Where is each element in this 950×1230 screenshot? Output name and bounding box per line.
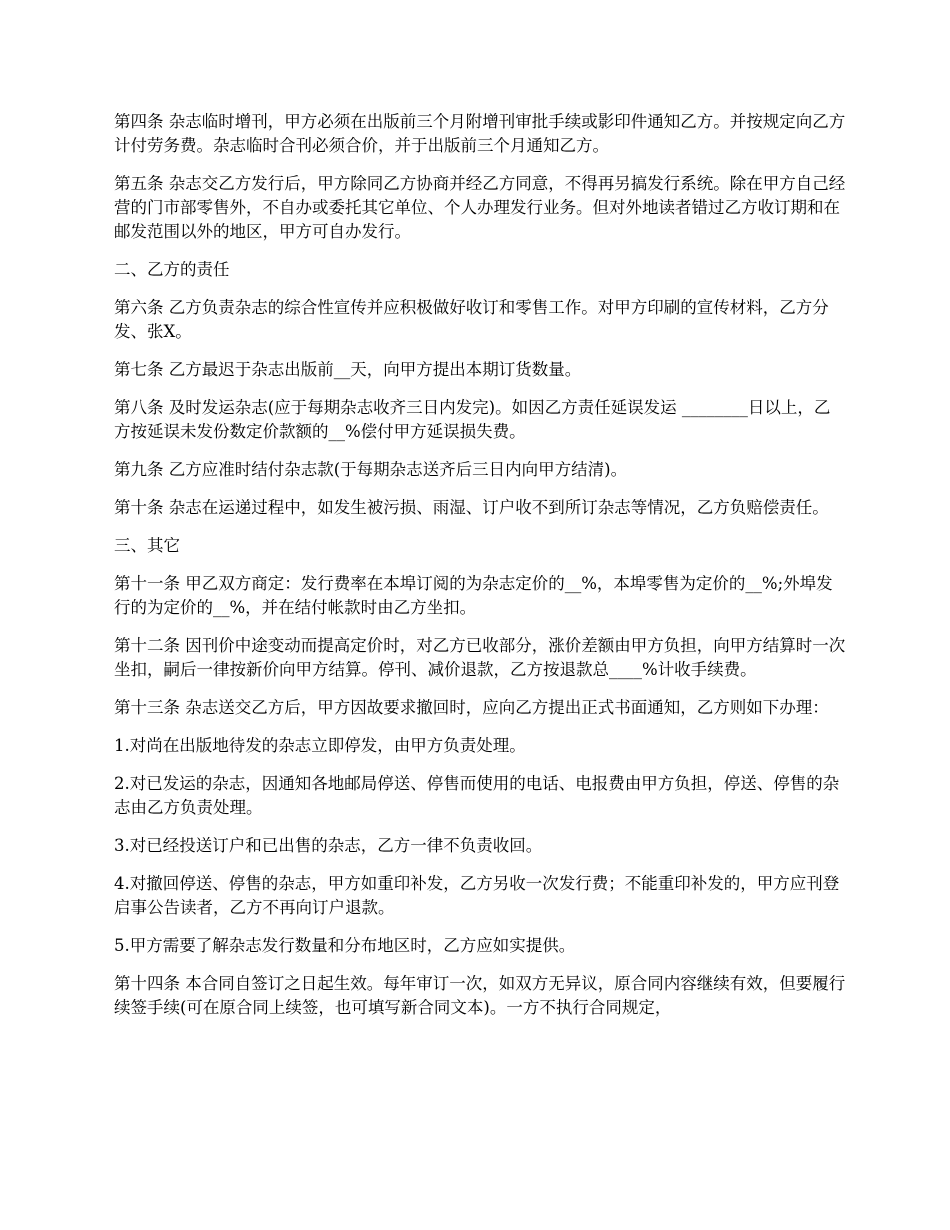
document-body xyxy=(114,110,846,1034)
paragraph-article-8: 第八条 及时发运杂志(应于每期杂志收齐三日内发完)。如因乙方责任延误发运 ________日以上，乙方按延误未发份数定价款额的__%偿付甲方延误损失费。 xyxy=(114,398,831,441)
paragraph-article-11: 第十一条 甲乙双方商定：发行费率在本埠订阅的为杂志定价的__%，本埠零售为定价的__%;外埠发行的为定价的__%，并在结付帐款时由乙方坐扣。 xyxy=(114,574,833,617)
list-item-4: 4.对撤回停送、停售的杂志，甲方如重印补发，乙方另收一次发行费；不能重印补发的，甲方应刊登启事公告读者，乙方不再向订户退款。 xyxy=(114,874,840,917)
list-item-1: 1.对尚在出版地待发的杂志立即停发，由甲方负责处理。 xyxy=(114,736,526,755)
paragraph-article-7: 第七条 乙方最迟于杂志出版前__天，向甲方提出本期订货数量。 xyxy=(114,360,582,379)
paragraph-article-9: 第九条 乙方应准时结付杂志款(于每期杂志送齐后三日内向甲方结清)。 xyxy=(114,460,628,479)
section-heading-party-b-duties: 二、乙方的责任 xyxy=(114,260,230,279)
paragraph-article-5: 第五条 杂志交乙方发行后，甲方除同乙方协商并经乙方同意，不得再另搞发行系统。除在甲方自己经营的门市部零售外，不自办或委托其它单位、个人办理发行业务。但对外地读者错过乙方收订期和在邮发范围以外的地区，甲方可自办发行。 xyxy=(114,174,846,241)
paragraph-article-13: 第十三条 杂志送交乙方后，甲方因故要求撤回时，应向乙方提出正式书面通知，乙方则如下办理： xyxy=(114,698,829,717)
paragraph-article-6: 第六条 乙方负责杂志的综合性宣传并应积极做好收订和零售工作。对甲方印刷的宣传材料，乙方分发、张X。 xyxy=(114,298,829,341)
paragraph-article-14: 第十四条 本合同自签订之日起生效。每年审订一次，如双方无异议，原合同内容继续有效，但要履行续签手续(可在原合同上续签，也可填写新合同文本)。一方不执行合同规定， xyxy=(114,974,846,1017)
paragraph-article-4: 第四条 杂志临时增刊，甲方必须在出版前三个月附增刊审批手续或影印件通知乙方。并按规定向乙方计付劳务费。杂志临时合刊必须合价，并于出版前三个月通知乙方。 xyxy=(114,112,846,155)
paragraph-article-12: 第十二条 因刊价中途变动而提高定价时，对乙方已收部分，涨价差额由甲方负担，向甲方结算时一次坐扣，嗣后一律按新价向甲方结算。停刊、减价退款，乙方按退款总____%计收手续费。 xyxy=(114,636,846,679)
list-item-5: 5.甲方需要了解杂志发行数量和分布地区时，乙方应如实提供。 xyxy=(114,936,576,955)
list-item-3: 3.对已经投送订户和已出售的杂志，乙方一律不负责收回。 xyxy=(114,836,543,855)
paragraph-article-10: 第十条 杂志在运递过程中，如发生被污损、雨湿、订户收不到所订杂志等情况，乙方负赔偿责任。 xyxy=(114,498,829,517)
section-heading-other: 三、其它 xyxy=(114,536,180,555)
list-item-2: 2.对已发运的杂志，因通知各地邮局停送、停售而使用的电话、电报费由甲方负担，停送、停售的杂志由乙方负责处理。 xyxy=(114,774,840,817)
